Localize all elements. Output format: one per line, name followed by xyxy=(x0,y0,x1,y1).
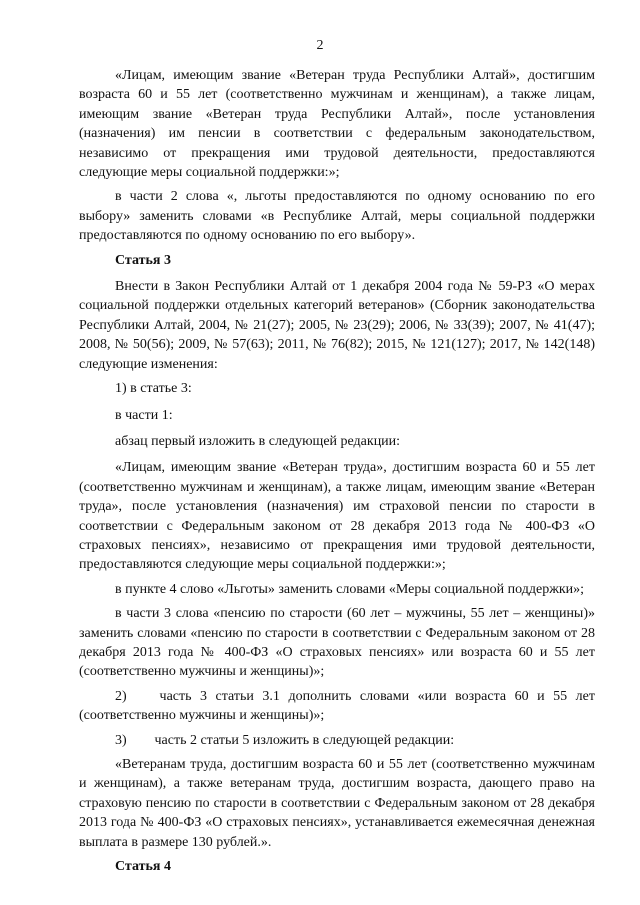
paragraph-item-3 xyxy=(79,731,595,750)
item-2-number: 2) xyxy=(115,688,127,704)
article-4-heading: Статья 4 xyxy=(115,859,171,875)
article-3-heading: Статья 3 xyxy=(115,252,171,268)
paragraph-veteran-altai-quote: «Лицам, имеющим звание «Ветеран труда Республики Алтай», достигшим возраста 60 и 55 лет (соответственно мужчинам и женщинам), а также лицам, имеющим звание «Ветеран труда Республики Алтай», после установления (назначения) им пенсии в соответствии с федеральным законодательством, независимо от прекращения ими трудовой деятельности, предоставляются следующие меры социальной поддержки:»; xyxy=(79,68,595,181)
item-3-number: 3) xyxy=(115,732,127,748)
item-2-text: часть 3 статьи 3.1 дополнить словами «или возраста 60 и 55 лет (соответственно мужчины и женщины)»; xyxy=(79,688,595,724)
paragraph-amend-law-intro: Внести в Закон Республики Алтай от 1 декабря 2004 года № 59-РЗ «О мерах социальной поддержки отдельных категорий ветеранов» (Сборник законодательства Республики Алтай, 2004, № 21(27); 2005, № 23(29); 2006, № 33(39); 2007, № 41(47); 2008, № 50(56); 2009, № 57(63); 2011, № 76(82); 2015, № 121(127); 2017, № 142(148) следующие изменения: xyxy=(79,279,595,372)
paragraph-part-3-replacement: в части 3 слова «пенсию по старости (60 лет – мужчины, 55 лет – женщины)» заменить словами «пенсию по старости в соответствии с Федеральным законом от 28 декабря 2013 года № 400-ФЗ «О страховых пенсиях» или возраста 60 и 55 лет (соответственно мужчины и женщины)»; xyxy=(79,606,595,680)
paragraph-item-2 xyxy=(79,687,595,726)
paragraph-point-4-replacement: в пункте 4 слово «Льготы» заменить словами «Меры социальной поддержки»; xyxy=(115,581,585,597)
paragraph-first-abstract: абзац первый изложить в следующей редакции: xyxy=(115,433,401,449)
paragraph-part-1: в части 1: xyxy=(115,407,173,423)
document-body xyxy=(79,66,595,883)
page-number: 2 xyxy=(316,38,324,53)
paragraph-veteran-labor-quote: «Лицам, имеющим звание «Ветеран труда», достигшим возраста 60 и 55 лет (соответственно мужчинам и женщинам), а также лицам, имеющим звание «Ветеран труда», после установления (назначения) им страховой пенсии по старости в соответствии с Федеральным законом от 28 декабря 2013 года № 400-ФЗ «О страховых пенсиях», независимо от прекращения ими трудовой деятельности, предоставляются следующие меры социальной поддержки:»; xyxy=(79,460,595,573)
paragraph-item-1: 1) в статье 3: xyxy=(115,381,192,397)
item-3-text: часть 2 статьи 5 изложить в следующей редакции: xyxy=(154,732,455,748)
paragraph-part2-replacement: в части 2 слова «, льготы предоставляются по одному основанию по его выбору» заменить словами «в Республике Алтай, меры социальной поддержки предоставляются по одному основанию по его выбору». xyxy=(79,189,595,244)
paragraph-monthly-payment-quote: «Ветеранам труда, достигшим возраста 60 и 55 лет (соответственно мужчинам и женщинам), а также ветеранам труда, достигшим возраста, дающего право на страховую пенсию по старости в соответствии с Федеральным законом от 28 декабря 2013 года № 400-ФЗ «О страховых пенсиях», устанавливается ежемесячная денежная выплата в размере 130 рублей.». xyxy=(79,757,595,850)
